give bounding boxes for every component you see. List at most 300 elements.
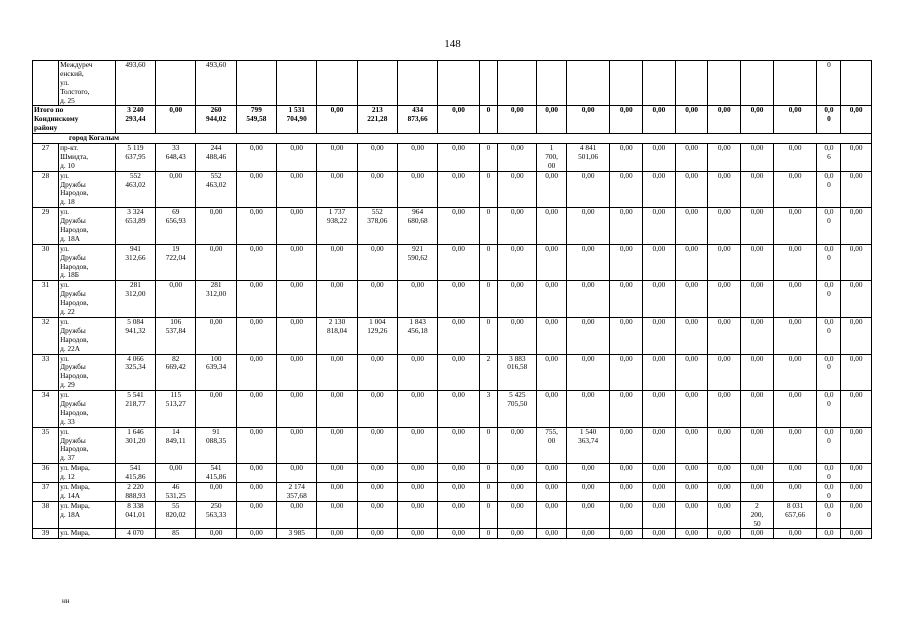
value-cell: 0,00 bbox=[236, 529, 276, 539]
value-cell: 0 bbox=[479, 208, 498, 245]
value-cell: 0,00 bbox=[675, 171, 708, 208]
value-cell: 0,00 bbox=[438, 482, 479, 501]
value-cell: 0,00 bbox=[438, 208, 479, 245]
value-cell: 0,00 bbox=[537, 208, 566, 245]
value-cell: 0,00 bbox=[708, 317, 741, 354]
total-value-cell: 0,00 bbox=[498, 106, 537, 134]
value-cell bbox=[397, 61, 437, 106]
value-cell: 0,00 bbox=[357, 529, 397, 539]
value-cell bbox=[438, 61, 479, 106]
value-cell: 0,00 bbox=[317, 501, 357, 529]
value-cell: 0,00 bbox=[643, 171, 676, 208]
value-cell: 1 004 129,26 bbox=[357, 317, 397, 354]
value-cell: 0,00 bbox=[196, 482, 236, 501]
value-cell: 0,00 bbox=[317, 464, 357, 483]
value-cell: 0,00 bbox=[741, 482, 774, 501]
value-cell: 0,00 bbox=[610, 529, 643, 539]
value-cell: 0,00 bbox=[196, 529, 236, 539]
total-value-cell: 799 549,58 bbox=[236, 106, 276, 134]
value-cell: 964 680,68 bbox=[397, 208, 437, 245]
table-row bbox=[33, 529, 872, 539]
value-cell: 552 463,02 bbox=[115, 171, 155, 208]
row-number-cell: 30 bbox=[33, 244, 59, 281]
value-cell: 244 488,46 bbox=[196, 144, 236, 172]
row-number-cell: 36 bbox=[33, 464, 59, 483]
value-cell: 69 656,93 bbox=[156, 208, 196, 245]
value-cell: 0,00 bbox=[537, 317, 566, 354]
value-cell: 0,00 bbox=[708, 427, 741, 464]
address-cell: пр-кт. Шмидта, д. 10 bbox=[59, 144, 116, 172]
address-cell: Междуреч енский, ул. Толстого, д. 25 bbox=[59, 61, 116, 106]
total-value-cell: 0,00 bbox=[643, 106, 676, 134]
value-cell: 0,00 bbox=[196, 391, 236, 428]
row-number-cell: 38 bbox=[33, 501, 59, 529]
total-value-cell: 0,00 bbox=[156, 106, 196, 134]
value-cell: 0,00 bbox=[277, 391, 317, 428]
total-value-cell: 434 873,66 bbox=[397, 106, 437, 134]
value-cell: 0,00 bbox=[741, 391, 774, 428]
value-cell: 0 bbox=[479, 171, 498, 208]
value-cell: 4 070 bbox=[115, 529, 155, 539]
value-cell: 541 415,86 bbox=[115, 464, 155, 483]
value-cell: 0,00 bbox=[643, 354, 676, 391]
value-cell: 0,00 bbox=[675, 501, 708, 529]
value-cell: 0,00 bbox=[841, 317, 872, 354]
value-cell bbox=[566, 61, 610, 106]
value-cell: 0,00 bbox=[610, 427, 643, 464]
row-number-cell: 35 bbox=[33, 427, 59, 464]
value-cell: 0,00 bbox=[610, 317, 643, 354]
value-cell: 0,00 bbox=[537, 482, 566, 501]
value-cell: 5 119 637,95 bbox=[115, 144, 155, 172]
value-cell: 0,00 bbox=[708, 354, 741, 391]
value-cell: 0,00 bbox=[196, 244, 236, 281]
value-cell: 0,00 bbox=[773, 482, 817, 501]
address-cell: ул. Дружбы Народов, д. 18 bbox=[59, 171, 116, 208]
value-cell: 0,00 bbox=[498, 171, 537, 208]
value-cell: 0,00 bbox=[397, 391, 437, 428]
value-cell: 4 841 501,06 bbox=[566, 144, 610, 172]
value-cell: 0 bbox=[479, 464, 498, 483]
value-cell: 0,00 bbox=[397, 501, 437, 529]
value-cell: 0,00 bbox=[773, 391, 817, 428]
value-cell: 0,00 bbox=[156, 171, 196, 208]
value-cell: 0,0 0 bbox=[817, 391, 841, 428]
value-cell: 0,00 bbox=[741, 281, 774, 318]
value-cell: 0,00 bbox=[741, 464, 774, 483]
value-cell: 0,00 bbox=[196, 208, 236, 245]
value-cell: 0,00 bbox=[236, 317, 276, 354]
value-cell: 0 bbox=[479, 281, 498, 318]
value-cell: 46 531,25 bbox=[156, 482, 196, 501]
value-cell: 0,00 bbox=[741, 144, 774, 172]
value-cell: 0,00 bbox=[610, 464, 643, 483]
value-cell: 106 537,84 bbox=[156, 317, 196, 354]
value-cell: 0,00 bbox=[317, 144, 357, 172]
value-cell: 0,00 bbox=[675, 144, 708, 172]
value-cell: 0,00 bbox=[236, 464, 276, 483]
value-cell: 5 084 941,32 bbox=[115, 317, 155, 354]
value-cell: 0,00 bbox=[498, 529, 537, 539]
footer-mark: нн bbox=[62, 597, 70, 605]
value-cell: 85 bbox=[156, 529, 196, 539]
table-row bbox=[33, 281, 872, 318]
row-number-cell: 29 bbox=[33, 208, 59, 245]
value-cell: 0,00 bbox=[566, 208, 610, 245]
total-value-cell: 260 944,02 bbox=[196, 106, 236, 134]
value-cell: 0,00 bbox=[741, 317, 774, 354]
table-row bbox=[33, 244, 872, 281]
value-cell: 0,00 bbox=[498, 464, 537, 483]
value-cell: 0,00 bbox=[357, 464, 397, 483]
value-cell: 0,00 bbox=[498, 482, 537, 501]
value-cell: 0,00 bbox=[277, 501, 317, 529]
value-cell: 1 700, 00 bbox=[537, 144, 566, 172]
total-row bbox=[33, 106, 872, 134]
value-cell: 0,0 0 bbox=[817, 482, 841, 501]
total-value-cell: 213 221,28 bbox=[357, 106, 397, 134]
value-cell: 0,0 0 bbox=[817, 317, 841, 354]
repair-cost-table bbox=[32, 60, 872, 539]
value-cell: 0,00 bbox=[643, 208, 676, 245]
value-cell: 0,00 bbox=[741, 171, 774, 208]
value-cell: 0,00 bbox=[236, 171, 276, 208]
value-cell: 5 541 218,77 bbox=[115, 391, 155, 428]
value-cell: 3 bbox=[479, 391, 498, 428]
total-value-cell: 0,00 bbox=[841, 106, 872, 134]
total-label-cell: Итого по Кондинскому району bbox=[33, 106, 116, 134]
value-cell bbox=[236, 61, 276, 106]
value-cell: 0,00 bbox=[196, 317, 236, 354]
value-cell: 0,00 bbox=[357, 171, 397, 208]
value-cell: 0,00 bbox=[841, 208, 872, 245]
total-value-cell: 0,00 bbox=[708, 106, 741, 134]
value-cell: 0 bbox=[479, 529, 498, 539]
table-row bbox=[33, 501, 872, 529]
value-cell: 0,00 bbox=[357, 482, 397, 501]
value-cell: 0,00 bbox=[236, 354, 276, 391]
table-row bbox=[33, 61, 872, 106]
value-cell: 0,00 bbox=[643, 482, 676, 501]
value-cell: 0,00 bbox=[741, 529, 774, 539]
value-cell: 0,00 bbox=[610, 501, 643, 529]
value-cell: 115 513,27 bbox=[156, 391, 196, 428]
value-cell: 0,0 0 bbox=[817, 501, 841, 529]
value-cell: 0,00 bbox=[610, 281, 643, 318]
value-cell: 0,00 bbox=[277, 208, 317, 245]
value-cell: 0,00 bbox=[397, 144, 437, 172]
value-cell: 0,0 0 bbox=[817, 464, 841, 483]
value-cell: 0,00 bbox=[773, 464, 817, 483]
value-cell: 0,00 bbox=[643, 529, 676, 539]
value-cell: 0,00 bbox=[675, 427, 708, 464]
value-cell: 0,00 bbox=[498, 427, 537, 464]
value-cell: 0,00 bbox=[537, 464, 566, 483]
value-cell: 0,00 bbox=[708, 171, 741, 208]
value-cell bbox=[479, 61, 498, 106]
value-cell: 0,00 bbox=[675, 354, 708, 391]
value-cell: 0,00 bbox=[357, 354, 397, 391]
value-cell: 0,00 bbox=[643, 501, 676, 529]
value-cell: 0,00 bbox=[236, 144, 276, 172]
address-cell: ул. Мира, д. 14А bbox=[59, 482, 116, 501]
value-cell: 1 646 301,20 bbox=[115, 427, 155, 464]
page-number: 148 bbox=[444, 38, 461, 50]
value-cell: 0,00 bbox=[841, 244, 872, 281]
value-cell: 0,00 bbox=[438, 464, 479, 483]
row-number-cell: 34 bbox=[33, 391, 59, 428]
value-cell: 3 985 bbox=[277, 529, 317, 539]
value-cell: 552 378,06 bbox=[357, 208, 397, 245]
value-cell: 2 130 818,04 bbox=[317, 317, 357, 354]
value-cell: 0,00 bbox=[438, 144, 479, 172]
value-cell bbox=[610, 61, 643, 106]
value-cell: 0,00 bbox=[708, 464, 741, 483]
value-cell: 0,00 bbox=[537, 529, 566, 539]
value-cell bbox=[773, 61, 817, 106]
value-cell: 0,00 bbox=[537, 391, 566, 428]
table-row bbox=[33, 171, 872, 208]
total-value-cell: 0,00 bbox=[610, 106, 643, 134]
value-cell: 5 425 705,50 bbox=[498, 391, 537, 428]
city-heading-cell: город Когалым bbox=[33, 134, 872, 144]
value-cell: 0,00 bbox=[741, 208, 774, 245]
value-cell: 0,00 bbox=[236, 244, 276, 281]
row-number-cell: 39 bbox=[33, 529, 59, 539]
table-row bbox=[33, 317, 872, 354]
value-cell: 14 849,11 bbox=[156, 427, 196, 464]
value-cell: 8 338 041,01 bbox=[115, 501, 155, 529]
value-cell: 0,00 bbox=[236, 208, 276, 245]
city-heading-row bbox=[33, 134, 872, 144]
value-cell: 2 200, 50 bbox=[741, 501, 774, 529]
value-cell: 0 bbox=[479, 317, 498, 354]
value-cell: 0,00 bbox=[773, 427, 817, 464]
total-value-cell: 0,00 bbox=[566, 106, 610, 134]
value-cell: 0,0 0 bbox=[817, 281, 841, 318]
value-cell: 0,00 bbox=[566, 244, 610, 281]
value-cell: 0,00 bbox=[537, 354, 566, 391]
table-row bbox=[33, 354, 872, 391]
value-cell: 0,00 bbox=[397, 171, 437, 208]
value-cell: 3 883 016,58 bbox=[498, 354, 537, 391]
value-cell: 0,00 bbox=[498, 281, 537, 318]
value-cell: 0,00 bbox=[610, 391, 643, 428]
value-cell: 0,00 bbox=[357, 281, 397, 318]
value-cell: 0,0 bbox=[817, 529, 841, 539]
value-cell: 0,00 bbox=[498, 317, 537, 354]
value-cell: 0,00 bbox=[566, 281, 610, 318]
value-cell bbox=[708, 61, 741, 106]
address-cell: ул. Дружбы Народов, д. 22 bbox=[59, 281, 116, 318]
table-row bbox=[33, 464, 872, 483]
row-number-cell: 27 bbox=[33, 144, 59, 172]
value-cell: 0,00 bbox=[357, 427, 397, 464]
value-cell: 0,00 bbox=[537, 281, 566, 318]
value-cell: 0,00 bbox=[773, 281, 817, 318]
value-cell: 0,0 0 bbox=[817, 208, 841, 245]
value-cell: 921 590,62 bbox=[397, 244, 437, 281]
value-cell: 0,00 bbox=[397, 482, 437, 501]
value-cell: 0,00 bbox=[708, 529, 741, 539]
value-cell: 0,00 bbox=[708, 208, 741, 245]
value-cell: 0,00 bbox=[675, 208, 708, 245]
address-cell: ул. Мира, д. 18А bbox=[59, 501, 116, 529]
value-cell: 0,00 bbox=[498, 208, 537, 245]
value-cell: 0,00 bbox=[675, 391, 708, 428]
value-cell: 0,00 bbox=[741, 427, 774, 464]
value-cell: 0,00 bbox=[438, 391, 479, 428]
row-number-cell: 32 bbox=[33, 317, 59, 354]
value-cell: 0 bbox=[479, 482, 498, 501]
value-cell: 0,00 bbox=[708, 391, 741, 428]
value-cell: 0,00 bbox=[357, 144, 397, 172]
value-cell: 1 843 456,18 bbox=[397, 317, 437, 354]
value-cell bbox=[643, 61, 676, 106]
row-number-cell bbox=[33, 61, 59, 106]
value-cell: 493,60 bbox=[196, 61, 236, 106]
value-cell: 0,00 bbox=[566, 391, 610, 428]
value-cell: 100 639,34 bbox=[196, 354, 236, 391]
value-cell: 0,00 bbox=[708, 482, 741, 501]
value-cell: 0,00 bbox=[566, 354, 610, 391]
value-cell: 0,00 bbox=[610, 482, 643, 501]
value-cell: 0,00 bbox=[773, 529, 817, 539]
value-cell: 0,00 bbox=[397, 354, 437, 391]
value-cell: 0 bbox=[479, 427, 498, 464]
value-cell: 281 312,00 bbox=[196, 281, 236, 318]
value-cell: 0,00 bbox=[841, 529, 872, 539]
total-value-cell: 0,00 bbox=[537, 106, 566, 134]
value-cell: 0,00 bbox=[438, 171, 479, 208]
row-number-cell: 28 bbox=[33, 171, 59, 208]
value-cell: 2 bbox=[479, 354, 498, 391]
value-cell: 0,00 bbox=[566, 317, 610, 354]
value-cell: 0,00 bbox=[566, 482, 610, 501]
value-cell: 0,00 bbox=[675, 317, 708, 354]
value-cell: 0,00 bbox=[741, 244, 774, 281]
value-cell: 0,0 6 bbox=[817, 144, 841, 172]
value-cell: 0,00 bbox=[236, 281, 276, 318]
address-cell: ул. Дружбы Народов, д. 18Б bbox=[59, 244, 116, 281]
value-cell: 0,00 bbox=[277, 281, 317, 318]
value-cell: 755, 00 bbox=[537, 427, 566, 464]
value-cell: 281 312,00 bbox=[115, 281, 155, 318]
value-cell: 0,00 bbox=[773, 317, 817, 354]
value-cell: 0,00 bbox=[773, 144, 817, 172]
value-cell: 0,00 bbox=[397, 464, 437, 483]
value-cell: 0,00 bbox=[537, 244, 566, 281]
value-cell: 0,00 bbox=[537, 171, 566, 208]
value-cell: 0,00 bbox=[610, 244, 643, 281]
value-cell: 0,0 0 bbox=[817, 427, 841, 464]
value-cell: 0,00 bbox=[317, 529, 357, 539]
value-cell: 19 722,04 bbox=[156, 244, 196, 281]
value-cell: 0 bbox=[479, 501, 498, 529]
value-cell: 0,00 bbox=[643, 391, 676, 428]
value-cell: 0 bbox=[479, 144, 498, 172]
value-cell: 0,00 bbox=[317, 281, 357, 318]
value-cell: 0,00 bbox=[236, 427, 276, 464]
value-cell: 0,00 bbox=[773, 244, 817, 281]
value-cell: 0,00 bbox=[708, 501, 741, 529]
value-cell: 0,00 bbox=[498, 244, 537, 281]
value-cell: 0,00 bbox=[236, 482, 276, 501]
total-value-cell: 0,00 bbox=[317, 106, 357, 134]
value-cell: 0,00 bbox=[643, 144, 676, 172]
value-cell: 0,00 bbox=[643, 244, 676, 281]
value-cell: 0,00 bbox=[236, 501, 276, 529]
value-cell: 91 088,35 bbox=[196, 427, 236, 464]
value-cell bbox=[841, 61, 872, 106]
value-cell: 0,00 bbox=[277, 244, 317, 281]
value-cell: 0,00 bbox=[643, 464, 676, 483]
value-cell: 552 463,02 bbox=[196, 171, 236, 208]
value-cell bbox=[675, 61, 708, 106]
value-cell: 0,00 bbox=[438, 317, 479, 354]
total-value-cell: 1 531 704,90 bbox=[277, 106, 317, 134]
value-cell: 0,00 bbox=[773, 171, 817, 208]
total-value-cell: 0,00 bbox=[741, 106, 774, 134]
value-cell: 0,00 bbox=[610, 144, 643, 172]
value-cell: 0,00 bbox=[277, 171, 317, 208]
value-cell: 0,00 bbox=[397, 281, 437, 318]
value-cell: 0,00 bbox=[773, 208, 817, 245]
value-cell: 0,00 bbox=[317, 391, 357, 428]
value-cell: 0,00 bbox=[277, 354, 317, 391]
value-cell: 0,0 0 bbox=[817, 244, 841, 281]
value-cell: 1 737 938,22 bbox=[317, 208, 357, 245]
value-cell: 0,00 bbox=[841, 427, 872, 464]
value-cell: 0 bbox=[479, 244, 498, 281]
total-value-cell: 0,0 0 bbox=[817, 106, 841, 134]
value-cell bbox=[498, 61, 537, 106]
value-cell: 0,00 bbox=[236, 391, 276, 428]
value-cell: 0,00 bbox=[675, 482, 708, 501]
value-cell: 0,00 bbox=[156, 464, 196, 483]
value-cell: 0,00 bbox=[566, 501, 610, 529]
row-number-cell: 37 bbox=[33, 482, 59, 501]
value-cell: 0,00 bbox=[566, 464, 610, 483]
value-cell: 0 bbox=[817, 61, 841, 106]
value-cell: 0,00 bbox=[438, 281, 479, 318]
value-cell: 8 031 657,66 bbox=[773, 501, 817, 529]
table-body bbox=[33, 61, 872, 539]
value-cell: 3 324 653,89 bbox=[115, 208, 155, 245]
value-cell: 0,00 bbox=[277, 427, 317, 464]
value-cell: 2 220 888,93 bbox=[115, 482, 155, 501]
value-cell: 0,00 bbox=[317, 482, 357, 501]
value-cell: 493,60 bbox=[115, 61, 155, 106]
value-cell: 0,00 bbox=[357, 244, 397, 281]
value-cell: 0,00 bbox=[397, 529, 437, 539]
value-cell: 0,00 bbox=[841, 482, 872, 501]
value-cell: 0,00 bbox=[841, 281, 872, 318]
value-cell: 0,00 bbox=[675, 464, 708, 483]
value-cell: 0,00 bbox=[643, 281, 676, 318]
value-cell: 0,00 bbox=[317, 244, 357, 281]
value-cell: 0,0 0 bbox=[817, 171, 841, 208]
row-number-cell: 31 bbox=[33, 281, 59, 318]
value-cell: 0,00 bbox=[357, 391, 397, 428]
value-cell: 541 415,86 bbox=[196, 464, 236, 483]
value-cell: 0,00 bbox=[741, 354, 774, 391]
address-cell: ул. Дружбы Народов, д. 37 bbox=[59, 427, 116, 464]
value-cell: 0,00 bbox=[317, 427, 357, 464]
value-cell: 0,00 bbox=[277, 464, 317, 483]
value-cell bbox=[317, 61, 357, 106]
value-cell: 0,00 bbox=[397, 427, 437, 464]
